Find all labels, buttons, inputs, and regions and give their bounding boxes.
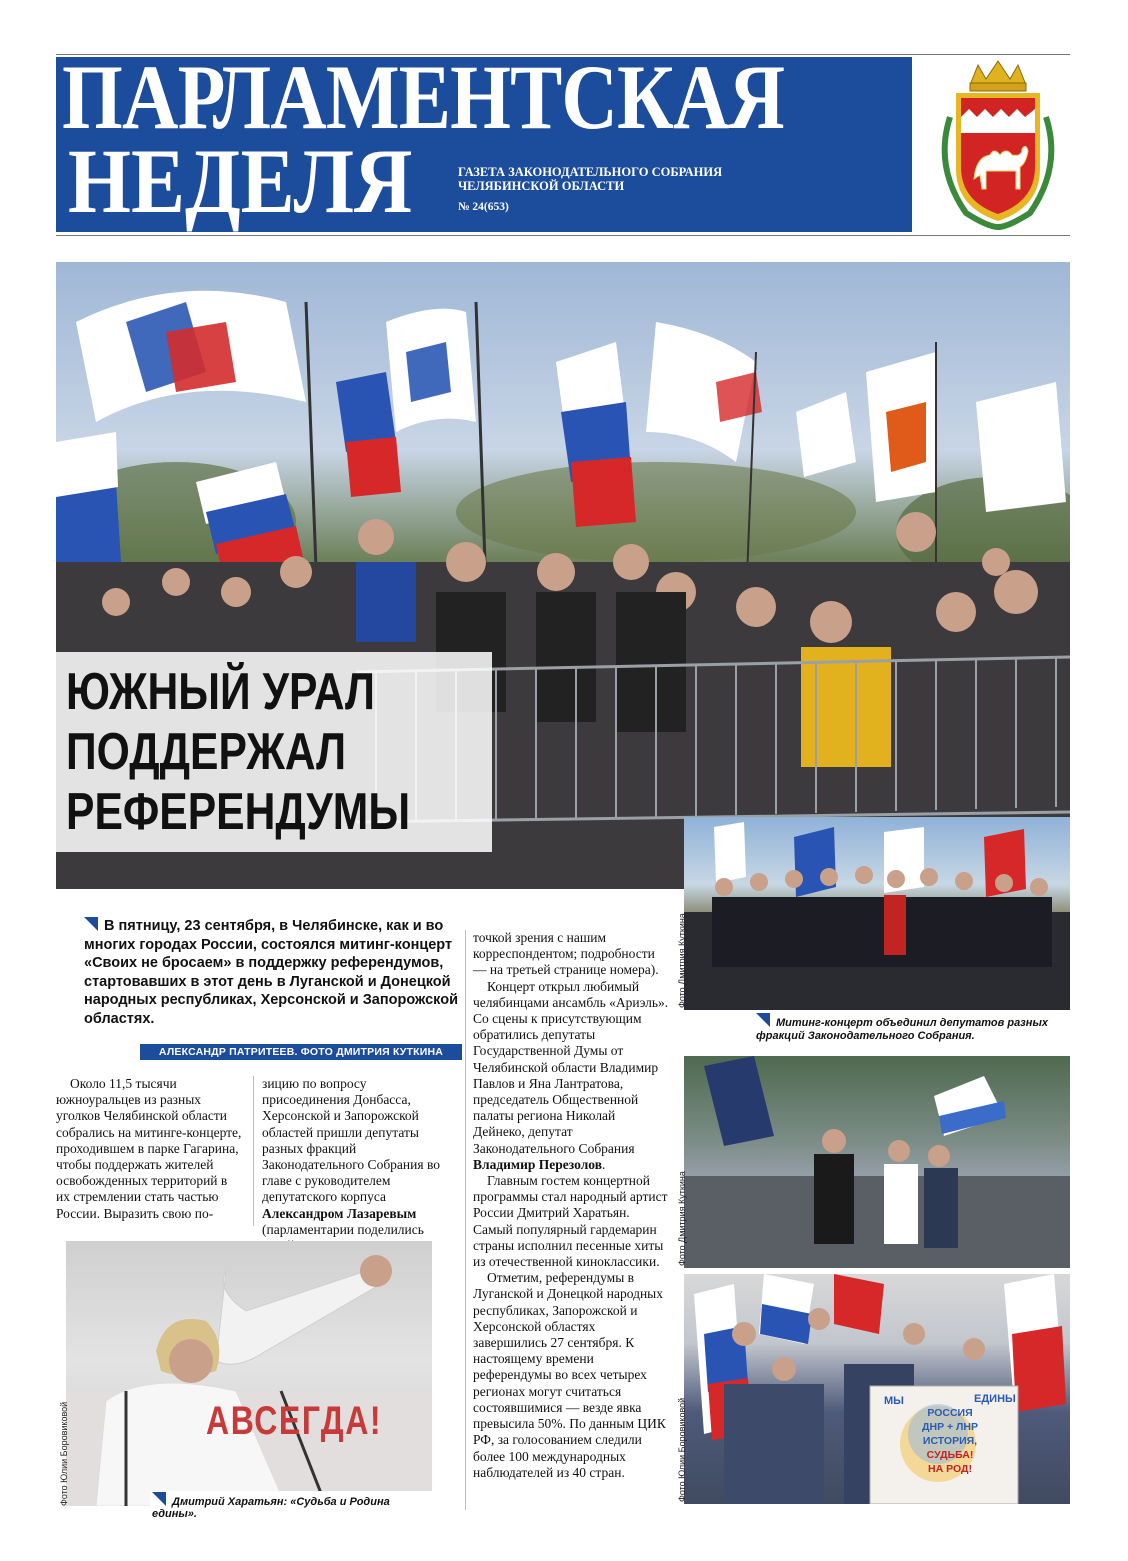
- poster-text: [880, 1406, 1020, 1476]
- photo-credit-youth: Фото Юлии Боровиковой: [677, 1397, 687, 1502]
- article-column-1: [56, 1076, 244, 1222]
- photo-sailors: [684, 1056, 1070, 1268]
- caption-marker-icon: [756, 1013, 770, 1027]
- caption-marker-icon: [152, 1492, 166, 1506]
- article-col3-p4: Отметим, референдумы в Луганской и Донецкой народных республиках, Запорожской и Херсонской областях завершились 27 сентября. К настоящему времени референдумы во всех четырех регионах могут считаться состоявшимися — везде явка превысила 50%. По данным ЦИК РФ, за голосованием следили более 100 международных наблюдателей из 40 стран.: [473, 1270, 666, 1480]
- headline-box: [56, 652, 492, 852]
- masthead-subtitle: [458, 165, 878, 193]
- masthead: [56, 57, 912, 232]
- byline: АЛЕКСАНДР ПАТРИТЕЕВ. ФОТО ДМИТРИЯ КУТКИНА: [140, 1044, 462, 1060]
- article-col2-text-b: (парламентарии поделились: [262, 1221, 424, 1237]
- deputies-caption-text: Митинг-концерт объединил депутатов разных фракций Законодательного Собрания.: [756, 1017, 1048, 1042]
- column-divider: [253, 1076, 254, 1226]
- column-divider: [465, 930, 466, 1510]
- photo-kharatyan: [66, 1241, 432, 1506]
- masthead-top-rule: [56, 54, 1070, 55]
- article-col2-text-a: зицию по вопросу присоединения Донбасса, Херсонской и Запорожской областей пришли депутаты разных фракций Законодательного Собрания во главе с руководителем депутатского корпуса: [262, 1076, 440, 1205]
- article-col3-p2-a: Концерт открыл любимый челябинцами ансамбль «Ариэль». Со сцены к присутствующим обратились депутаты Государственной Думы от Челябинской области Владимир Павлов и Яна Лантратова, председатель Общественной палаты региона Николай Дейнеко, депутат Законодательного Собрания: [473, 978, 669, 1156]
- chelyabinsk-coat-of-arms-icon: [926, 57, 1070, 232]
- article-col3-continued: точкой зрения с нашим корреспондентом; подробности — на третьей странице номера).: [473, 930, 659, 978]
- photo-youth-poster: [684, 1274, 1070, 1504]
- article-col3-p2-b: .: [601, 1156, 606, 1172]
- lead-paragraph: [84, 917, 460, 1028]
- masthead-subtitle-line2: ЧЕЛЯБИНСКОЙ ОБЛАСТИ: [458, 179, 625, 193]
- poster-line2: ДНР + ЛНР: [922, 1421, 978, 1433]
- article-col1-text: Около 11,5 тысячи южноуральцев из разных уголков Челябинской области собрались на митинге-концерте, проходившем в парке Гагарина, чтобы поддержать жителей освобожденных территорий в их стремлении стать частью России. Выразить свою по-: [56, 1076, 242, 1221]
- masthead-subtitle-line1: ГАЗЕТА ЗАКОНОДАТЕЛЬНОГО СОБРАНИЯ: [458, 165, 723, 179]
- headline-line1: ЮЖНЫЙ УРАЛ: [66, 663, 375, 721]
- poster-line5: НА РОД!: [928, 1463, 972, 1475]
- masthead-bottom-rule: [56, 235, 1070, 236]
- masthead-title-line2: НЕДЕЛЯ: [68, 130, 413, 232]
- masthead-title-line1: ПАРЛАМЕНТСКАЯ: [62, 57, 785, 148]
- poster-top-text: МЫ: [884, 1395, 904, 1407]
- kharatyan-caption: [150, 1491, 439, 1521]
- headline-line3: РЕФЕРЕНДУМЫ: [66, 783, 411, 841]
- issue-number: № 24(653): [458, 201, 509, 213]
- photo-credit-kharatyan: Фото Юлии Боровиковой: [59, 1401, 69, 1506]
- deputy-name-perezolov: Владимир Перезолов: [473, 1156, 602, 1172]
- photo-deputies: [684, 817, 1070, 1010]
- article-column-2: [262, 1076, 456, 1254]
- poster-line3: ИСТОРИЯ,: [922, 1435, 978, 1447]
- article-col3-p3: Главным гостем концертной программы стал народный артист России Дмитрий Харатьян. Самый популярный гардемарин страны исполнил песенные хиты из отечественной киноклассики.: [473, 1173, 668, 1270]
- kharatyan-caption-text: Дмитрий Харатьян: «Судьба и Родина едины».: [152, 1496, 390, 1520]
- photo-credit-sailors: Фото Дмитрия Куткина: [677, 1171, 687, 1266]
- article-column-3: [473, 930, 669, 1481]
- lead-marker-icon: [84, 917, 98, 931]
- headline: [66, 662, 410, 842]
- photo-credit-deputies: Фото Дмитрия Куткина: [677, 913, 687, 1008]
- stage-banner-text: АВСЕГДА!: [206, 1399, 383, 1443]
- deputy-name-lazarev: Александром Лазаревым: [262, 1205, 417, 1221]
- headline-line2: ПОДДЕРЖАЛ: [66, 723, 347, 781]
- poster-top-text-right: ЕДИНЫ: [974, 1393, 1016, 1405]
- poster-line1: РОССИЯ: [927, 1407, 973, 1419]
- lead-text: В пятницу, 23 сентября, в Челябинске, как и во многих городах России, состоялся митинг-концерт «Своих не бросаем» в поддержку референдумов, стартовавших в этот день в Луганской и Донецкой народных республиках, Херсонской и Запорожской областях.: [84, 918, 458, 1027]
- poster-line4: СУДЬБА!: [926, 1449, 974, 1461]
- deputies-caption: [756, 1013, 1056, 1043]
